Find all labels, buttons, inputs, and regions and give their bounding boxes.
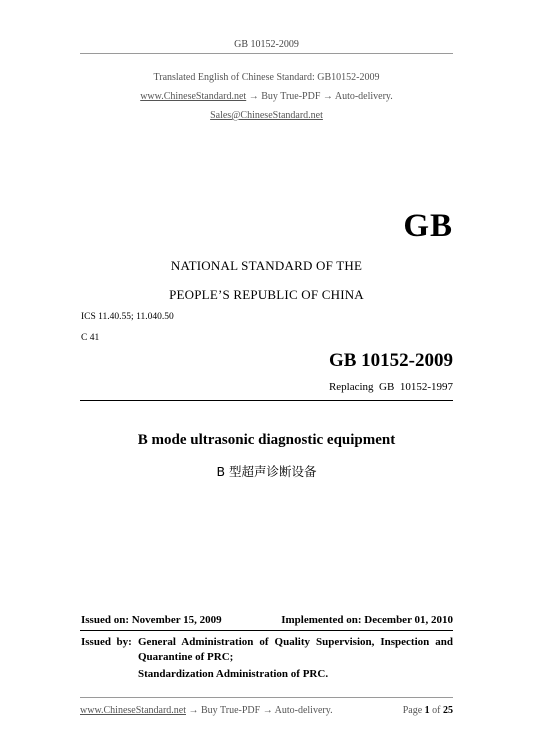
footer-site-link[interactable]: www.ChineseStandard.net <box>80 705 186 716</box>
issuer-line2: Quarantine of PRC; <box>138 651 234 663</box>
translation-line: Translated English of Chinese Standard: GB10152-2009 <box>153 72 380 83</box>
page-indicator <box>403 705 453 716</box>
header-rule <box>80 53 453 54</box>
of-label: of <box>432 705 441 716</box>
footer-purchase-line <box>80 705 333 716</box>
implemented-date: Implemented on: December 01, 2010 <box>281 614 453 626</box>
purchase-line <box>0 91 533 102</box>
replacing-note: Replacing GB 10152-1997 <box>328 381 453 393</box>
gb-mark: GB <box>403 208 453 244</box>
dates-rule <box>80 630 453 631</box>
title-rule <box>80 400 453 401</box>
footer-purchase-text: → Buy True-PDF → Auto-delivery. <box>186 705 333 716</box>
national-standard-line2: PEOPLE’S REPUBLIC OF CHINA <box>169 287 364 302</box>
email-line <box>0 110 533 121</box>
page-number: 1 <box>424 705 430 716</box>
issuer-line3: Standardization Administration of PRC. <box>138 668 329 680</box>
email-link[interactable]: Sales@ChineseStandard.net <box>210 110 323 121</box>
site-link[interactable]: www.ChineseStandard.net <box>140 91 247 102</box>
issued-date: Issued on: November 15, 2009 <box>81 614 222 626</box>
page-label: Page <box>402 705 423 716</box>
national-standard-line1: NATIONAL STANDARD OF THE <box>170 258 363 273</box>
page-total: 25 <box>443 705 453 716</box>
issued-by-label: Issued by: <box>81 636 132 648</box>
ccs-code: C 41 <box>81 333 100 343</box>
ics-code: ICS 11.40.55; 11.040.50 <box>81 312 174 322</box>
standard-number: GB 10152-2009 <box>328 350 453 371</box>
chinese-title: B 型超声诊断设备 <box>216 464 317 479</box>
issuer-line1: General Administration of Quality Supervision, Inspection and <box>138 636 453 648</box>
english-title: B mode ultrasonic diagnostic equipment <box>137 432 396 448</box>
purchase-text: → Buy True-PDF → Auto-delivery. <box>246 91 393 102</box>
running-header: GB 10152-2009 <box>234 39 299 50</box>
footer-rule <box>80 697 453 698</box>
